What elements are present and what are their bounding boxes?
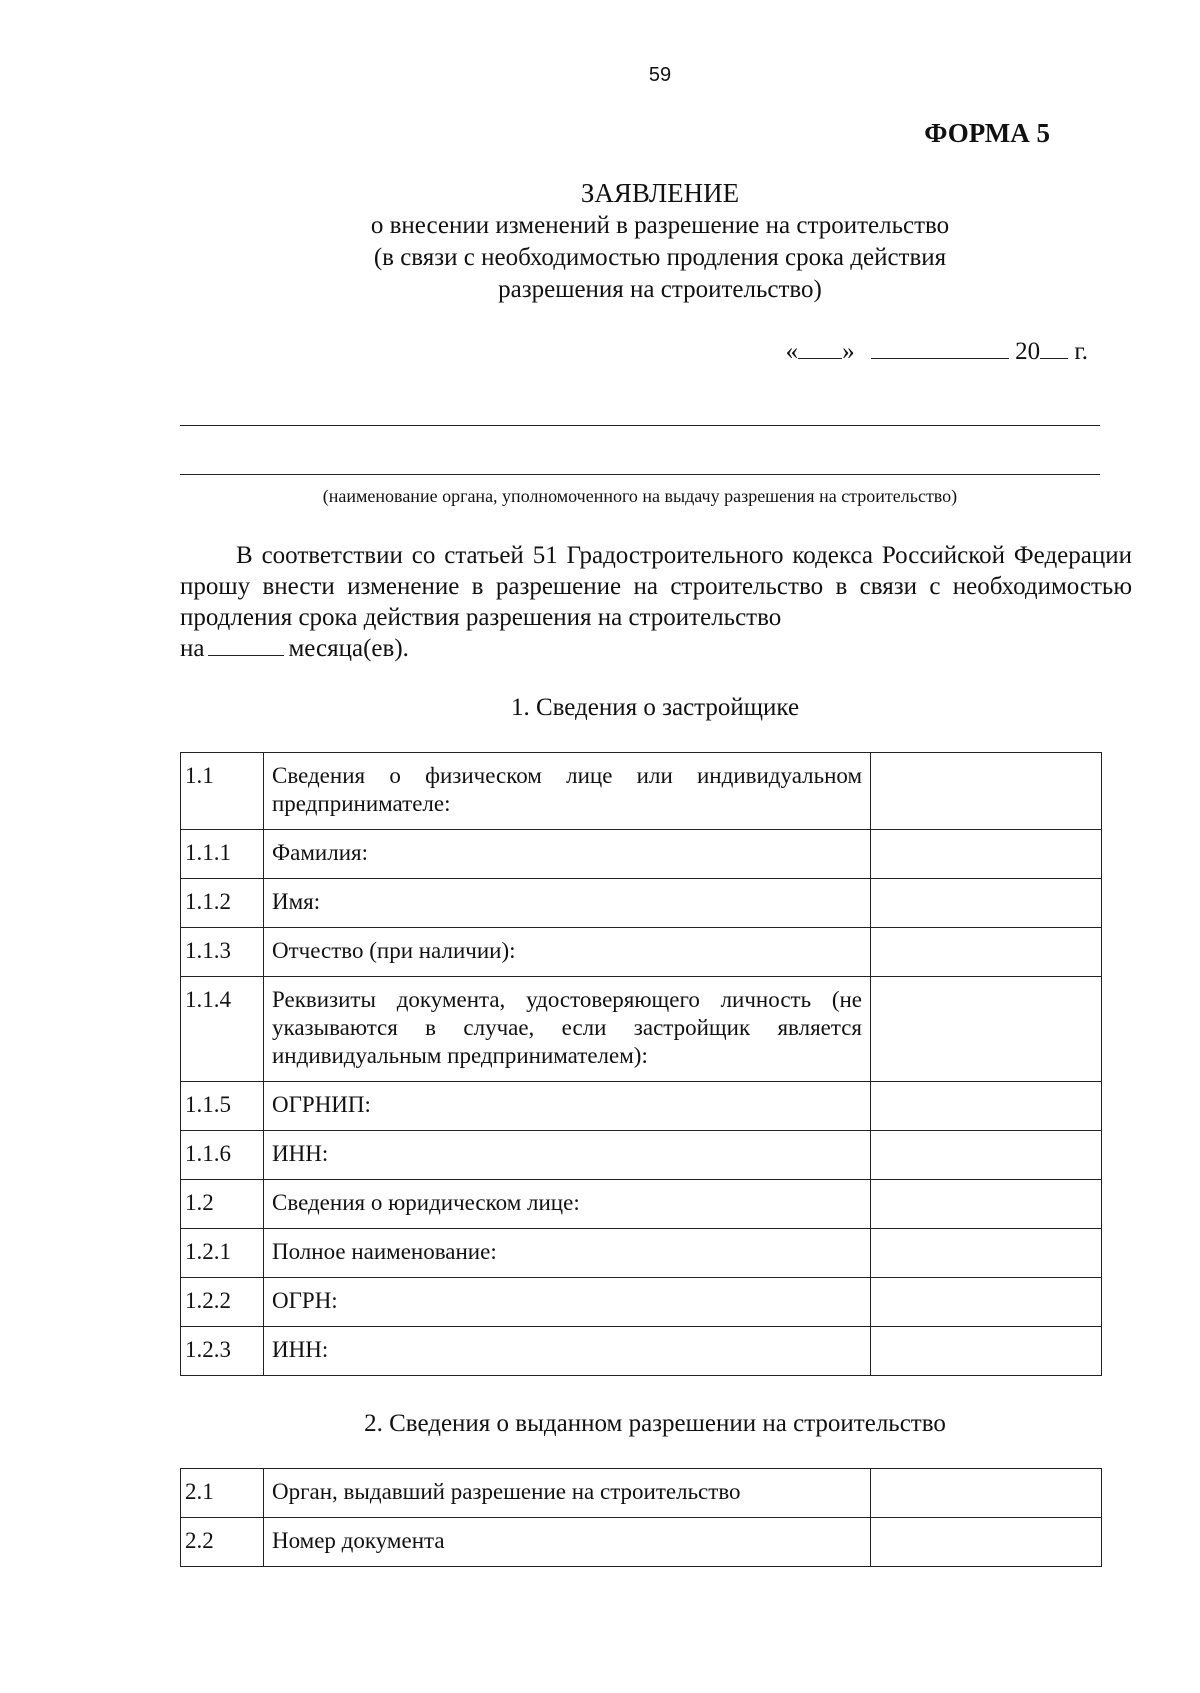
month-blank[interactable] xyxy=(871,336,1009,359)
row-label: ОГРНИП: xyxy=(264,1082,871,1131)
table-row xyxy=(181,753,1102,830)
authority-line-2[interactable] xyxy=(180,474,1100,475)
row-value-cell[interactable] xyxy=(871,1180,1102,1229)
section-1-heading: 1. Сведения о застройщике xyxy=(510,694,800,721)
months-prefix: на xyxy=(180,635,205,662)
developer-info-table xyxy=(180,752,1102,1376)
row-number: 1.1.6 xyxy=(181,1131,264,1180)
row-value-cell[interactable] xyxy=(871,977,1102,1082)
table-row xyxy=(181,1131,1102,1180)
form-label: ФОРМА 5 xyxy=(924,118,1050,148)
row-number: 1.1 xyxy=(181,753,264,830)
day-blank[interactable] xyxy=(798,336,842,359)
table-row xyxy=(181,1229,1102,1278)
title-main: ЗАЯВЛЕНИЕ xyxy=(580,178,740,208)
year-prefix: 20 xyxy=(1015,338,1041,365)
title-line-2: (в связи с необходимостью продления срока действия xyxy=(373,244,947,271)
row-number: 1.1.2 xyxy=(181,879,264,928)
row-label: Реквизиты документа, удостоверяющего личность (не указываются в случае, если застройщик является индивидуальным предпринимателем): xyxy=(264,977,871,1082)
row-number: 1.2.1 xyxy=(181,1229,264,1278)
authority-caption: (наименование органа, уполномоченного на выдачу разрешения на строительство) xyxy=(322,486,958,506)
row-value-cell[interactable] xyxy=(871,1469,1102,1518)
table-row xyxy=(181,1180,1102,1229)
row-number: 1.1.5 xyxy=(181,1082,264,1131)
request-paragraph xyxy=(180,540,1132,664)
row-label: Сведения о физическом лице или индивидуальном предпринимателе: xyxy=(264,753,871,830)
date-line xyxy=(786,336,1088,366)
row-number: 1.1.4 xyxy=(181,977,264,1082)
row-number: 1.1.3 xyxy=(181,928,264,977)
row-label: ОГРН: xyxy=(264,1278,871,1327)
row-number: 2.1 xyxy=(181,1469,264,1518)
year-suffix: г. xyxy=(1074,338,1088,365)
row-number: 1.2.3 xyxy=(181,1327,264,1376)
months-blank[interactable] xyxy=(208,635,284,656)
row-value-cell[interactable] xyxy=(871,1082,1102,1131)
months-suffix: месяца(ев). xyxy=(288,635,409,662)
document-title xyxy=(0,176,1200,306)
title-line-1: о внесении изменений в разрешение на строительство xyxy=(370,212,950,239)
title-line-3: разрешения на строительство) xyxy=(498,276,822,303)
authority-line-1[interactable] xyxy=(180,425,1100,426)
row-value-cell[interactable] xyxy=(871,1327,1102,1376)
row-label: Орган, выдавший разрешение на строительство xyxy=(264,1469,871,1518)
table-row xyxy=(181,1327,1102,1376)
date-close-quote: » xyxy=(842,338,855,365)
section-2-heading: 2. Сведения о выданном разрешении на строительство xyxy=(364,1410,946,1437)
table-row xyxy=(181,977,1102,1082)
row-value-cell[interactable] xyxy=(871,928,1102,977)
table-row xyxy=(181,879,1102,928)
table-row xyxy=(181,1469,1102,1518)
row-value-cell[interactable] xyxy=(871,879,1102,928)
row-value-cell[interactable] xyxy=(871,1131,1102,1180)
row-label: ИНН: xyxy=(264,1131,871,1180)
row-number: 1.2 xyxy=(181,1180,264,1229)
row-number: 2.2 xyxy=(181,1518,264,1567)
row-label: Сведения о юридическом лице: xyxy=(264,1180,871,1229)
row-value-cell[interactable] xyxy=(871,1518,1102,1567)
row-value-cell[interactable] xyxy=(871,830,1102,879)
permit-info-table xyxy=(180,1468,1102,1567)
row-label: Отчество (при наличии): xyxy=(264,928,871,977)
row-label: Имя: xyxy=(264,879,871,928)
row-label: Полное наименование: xyxy=(264,1229,871,1278)
table-row xyxy=(181,1278,1102,1327)
row-label: ИНН: xyxy=(264,1327,871,1376)
row-value-cell[interactable] xyxy=(871,753,1102,830)
row-value-cell[interactable] xyxy=(871,1229,1102,1278)
page-number: 59 xyxy=(648,64,672,86)
year-blank[interactable] xyxy=(1040,336,1068,359)
table-row xyxy=(181,830,1102,879)
row-number: 1.1.1 xyxy=(181,830,264,879)
table-row xyxy=(181,928,1102,977)
row-label: Фамилия: xyxy=(264,830,871,879)
table-row xyxy=(181,1518,1102,1567)
date-open-quote: « xyxy=(785,338,799,365)
table-row xyxy=(181,1082,1102,1131)
row-value-cell[interactable] xyxy=(871,1278,1102,1327)
request-text: В соответствии со статьей 51 Градостроительного кодекса Российской Федерации прошу внести изменение в разрешение на строительство в связи с необходимостью продления срока действия разрешения на строительство xyxy=(180,542,1132,631)
row-label: Номер документа xyxy=(264,1518,871,1567)
row-number: 1.2.2 xyxy=(181,1278,264,1327)
